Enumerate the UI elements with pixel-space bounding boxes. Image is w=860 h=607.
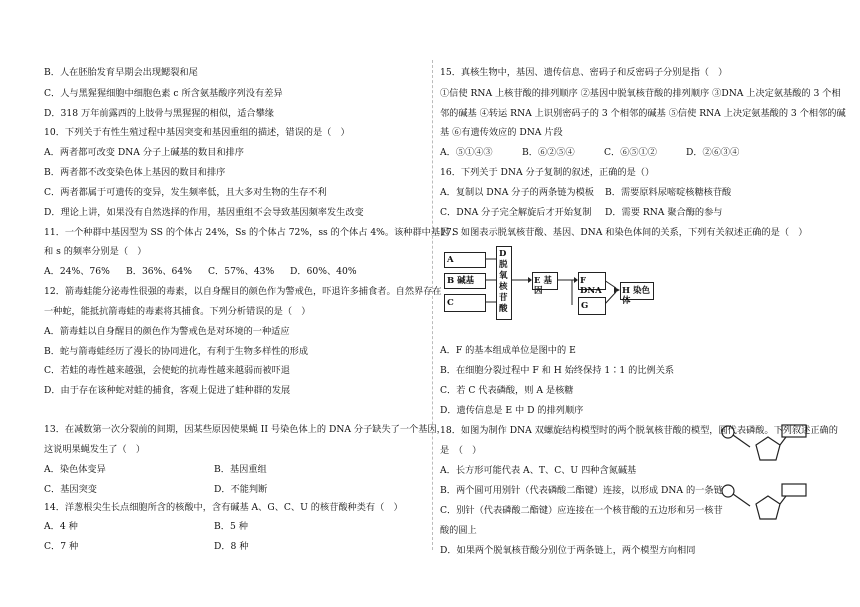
q17-option-a: A．F 的基本组成单位是图中的 E xyxy=(440,345,576,356)
diagram-box-g: G xyxy=(578,297,606,315)
q18-stem-line1: 18．如图为制作 DNA 双螺旋结构模型时的两个脱氧核苷酸的模型，圆代表磷酸。下列叙述正确的 xyxy=(440,425,838,436)
nucleotide-model-bottom xyxy=(722,484,806,519)
diagram-box-d: D 脱 氧 核 苷 酸 xyxy=(496,246,512,320)
q11-option-b: B．36%、64% xyxy=(126,266,192,277)
diagram-box-c: C xyxy=(444,294,486,312)
q18-option-a: A．长方形可能代表 A、T、C、U 四种含氮碱基 xyxy=(440,465,637,476)
q18-stem-line2: 是 （ ） xyxy=(440,445,482,456)
q13-options-row2 xyxy=(44,483,384,496)
q11-options xyxy=(44,265,372,278)
q11-option-d: D．60%、40% xyxy=(290,266,357,277)
q17-option-c: C．若 C 代表磷酸，则 A 是核糖 xyxy=(440,385,574,396)
q14-options-row1 xyxy=(44,520,384,533)
column-divider xyxy=(432,60,433,550)
q10-stem: 10．下列关于有性生殖过程中基因突变和基因重组的描述，错误的是（ ） xyxy=(44,127,350,138)
q15-option-a: A．⑤①④③ xyxy=(440,147,493,158)
q13-option-b: B．基因重组 xyxy=(214,464,267,475)
q18-option-c-line2: 酸的圆上 xyxy=(440,525,477,536)
q12-option-a: A．箭毒蛙以自身醒目的颜色作为警戒色是对环境的一种适应 xyxy=(44,326,290,337)
q13-option-d: D．不能判断 xyxy=(214,484,268,495)
q10-option-b: B．两者都不改变染色体上基因的数目和排序 xyxy=(44,167,226,178)
q10-option-c: C．两者都属于可遗传的变异，发生频率低，且大多对生物的生存不利 xyxy=(44,187,327,198)
q12-option-b: B．蛇与箭毒蛙经历了漫长的协同进化，有利于生物多样性的形成 xyxy=(44,346,309,357)
q9-option-b: B．人在胚胎发育早期会出现鳃裂和尾 xyxy=(44,67,198,78)
diagram-box-h: H 染色体 xyxy=(620,282,654,300)
q12-option-d: D．由于存在该种蛇对蛙的捕食，客观上促进了蛙种群的发展 xyxy=(44,385,291,396)
q16-options-row1 xyxy=(440,186,775,199)
q11-option-a: A．24%、76% xyxy=(44,266,110,277)
q15-option-c: C．⑥⑤①② xyxy=(604,147,657,158)
q15-item-line2: 邻的碱基 ④转运 RNA 上识别密码子的 3 个相邻的碱基 ⑤信使 RNA 上决定氨基酸的 3 个相邻的碱 xyxy=(440,108,846,119)
q12-stem-line1: 12．箭毒蛙能分泌毒性很强的毒素，以自身醒目的颜色作为警戒色，吓退许多捕食者。自然界存在 xyxy=(44,286,442,297)
diagram-box-b: B 碱基 xyxy=(444,273,486,289)
q16-options-row2 xyxy=(440,206,775,219)
q17-option-d: D．遗传信息是 E 中 D 的排列顺序 xyxy=(440,405,584,416)
diagram-box-a: A xyxy=(444,252,486,268)
q16-option-a: A．复制以 DNA 分子的两条链为模板 xyxy=(440,187,594,198)
q14-options-row2 xyxy=(44,540,384,553)
q13-stem-line1: 13．在减数第一次分裂前的间期，因某些原因使果蝇 II 号染色体上的 DNA 分子缺失了一个基因， xyxy=(44,424,446,435)
q16-option-b: B．需要原料尿嘧啶核糖核苷酸 xyxy=(605,187,732,198)
q11-option-c: C．57%、43% xyxy=(208,266,275,277)
q13-option-c: C．基因突变 xyxy=(44,484,97,495)
q15-option-b: B．⑥②⑤④ xyxy=(522,147,575,158)
q14-option-b: B．5 种 xyxy=(214,521,248,532)
q18-option-c-line1: C．别针（代表磷酸二酯键）应连接在一个核苷酸的五边形和另一核苷 xyxy=(440,505,723,516)
q17-diagram xyxy=(444,244,654,330)
q18-option-d: D．如果两个脱氧核苷酸分别位于两条链上，两个模型方向相同 xyxy=(440,545,696,556)
q9-option-d: D．318 万年前露西的上肢骨与黑猩猩的相似，适合攀缘 xyxy=(44,108,274,119)
q15-option-d: D．②⑥③④ xyxy=(686,147,740,158)
q14-option-a: A．4 种 xyxy=(44,521,78,532)
q17-option-b: B．在细胞分裂过程中 F 和 H 始终保持 1∶1 的比例关系 xyxy=(440,365,675,376)
nucleotide-model-top xyxy=(722,425,806,460)
q15-item-line1: ①信使 RNA 上核苷酸的排列顺序 ②基因中脱氧核苷酸的排列顺序 ③DNA 上决定氨基酸的 3 个相 xyxy=(440,88,841,99)
q9-option-c: C．人与黑猩猩细胞中细胞色素 c 所含氨基酸序列没有差异 xyxy=(44,88,283,99)
q18-nucleotide-models xyxy=(720,415,810,545)
q15-item-line3: 基 ⑥有遗传效应的 DNA 片段 xyxy=(440,127,563,138)
q13-option-a: A．染色体变异 xyxy=(44,464,106,475)
q13-options-row1 xyxy=(44,463,384,476)
q14-option-d: D．8 种 xyxy=(214,541,249,552)
q15-stem: 15．真核生物中，基因、遗传信息、密码子和反密码子分别是指（ ） xyxy=(440,67,728,78)
q14-option-c: C．7 种 xyxy=(44,541,79,552)
q15-options xyxy=(440,146,768,159)
q12-stem-line2: 一种蛇，能抵抗箭毒蛙的毒素将其捕食。下列分析错误的是（ ） xyxy=(44,306,311,317)
q10-option-d: D．理论上讲，如果没有自然选择的作用，基因重组不会导致基因频率发生改变 xyxy=(44,207,364,218)
q10-option-a: A．两者都可改变 DNA 分子上碱基的数目和排序 xyxy=(44,147,244,158)
q14-stem: 14．洋葱根尖生长点细胞所含的核酸中，含有碱基 A、G、C、U 的核苷酸种类有（ ） xyxy=(44,502,403,513)
q16-option-c: C．DNA 分子完全解旋后才开始复制 xyxy=(440,207,592,218)
q16-stem: 16．下列关于 DNA 分子复制的叙述，正确的是（） xyxy=(440,167,655,178)
q12-option-c: C．若蛙的毒性越来越强，会使蛇的抗毒性越来越弱而被吓退 xyxy=(44,365,290,376)
q16-option-d: D．需要 RNA 聚合酶的参与 xyxy=(605,207,723,218)
q11-stem-line2: 和 s 的频率分别是（ ） xyxy=(44,246,147,257)
q18-option-b: B．两个圆可用别针（代表磷酸二酯键）连接，以形成 DNA 的一条链 xyxy=(440,485,723,496)
q11-stem-line1: 11．一个种群中基因型为 SS 的个体占 24%，Ss 的个体占 72%，ss 的个体占 4%。该种群中基因 S xyxy=(44,227,459,238)
diagram-box-e: E 基因 xyxy=(532,272,558,290)
q13-stem-line2: 这说明果蝇发生了（ ） xyxy=(44,444,146,455)
q17-stem: 17．如图表示脱氧核苷酸、基因、DNA 和染色体间的关系，下列有关叙述正确的是（ ） xyxy=(440,227,808,238)
diagram-box-f: F DNA xyxy=(578,272,606,290)
